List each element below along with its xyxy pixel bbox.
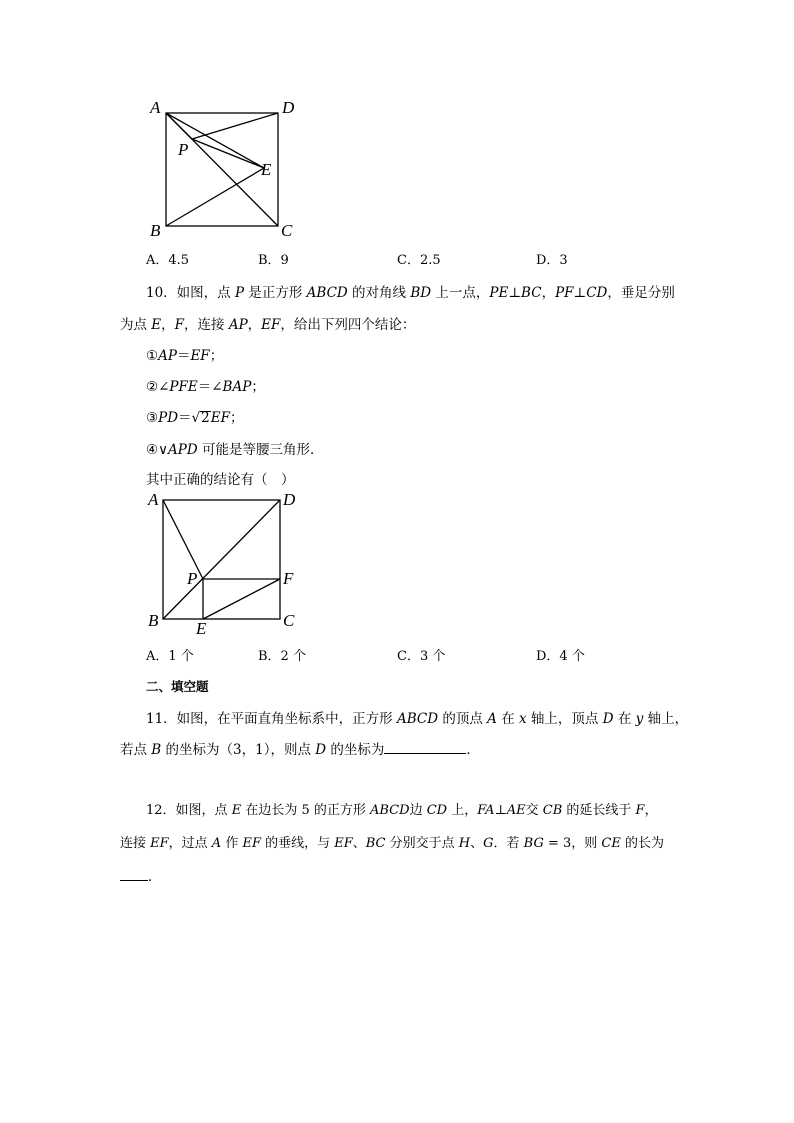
q11-line2: 若点 B 的坐标为（3，1），则点 D 的坐标为 ． bbox=[120, 742, 480, 758]
q10-conclusion-3: ③PD＝√2EF； bbox=[146, 410, 244, 426]
label-f: F bbox=[283, 569, 294, 588]
figure-q10-svg bbox=[140, 488, 310, 636]
q12-answer-blank[interactable] bbox=[120, 868, 148, 881]
label-p: P bbox=[187, 569, 198, 588]
label-e: E bbox=[261, 160, 272, 179]
segment-ef bbox=[203, 579, 280, 619]
label-p: P bbox=[178, 140, 189, 159]
q10-question: 其中正确的结论有（ ） bbox=[146, 472, 295, 488]
q10-option-c: C．3 个 bbox=[397, 649, 446, 664]
label-e: E bbox=[196, 619, 207, 636]
label-d: D bbox=[283, 490, 296, 509]
figure-q9 bbox=[140, 95, 310, 240]
q12-line3: ． bbox=[120, 865, 162, 885]
q9-option-a: A．4.5 bbox=[146, 253, 190, 268]
q10-stem-line2: 为点 E，F，连接 AP，EF，给出下列四个结论： bbox=[120, 317, 416, 333]
q9-option-b: B．9 bbox=[258, 253, 289, 268]
segment-pe bbox=[192, 139, 264, 168]
label-c: C bbox=[281, 221, 293, 240]
q10-option-a: A．1 个 bbox=[146, 649, 194, 664]
diagonal-bd bbox=[163, 500, 280, 619]
figure-q9-svg bbox=[140, 95, 310, 240]
label-a: A bbox=[150, 98, 161, 117]
section-title-fill-in: 二、填空题 bbox=[146, 679, 209, 694]
q10-stem-line1: 10．如图，点 P 是正方形 ABCD 的对角线 BD 上一点，PE⊥BC，PF⊥CD，垂足分别 bbox=[146, 285, 675, 301]
q9-option-d: D．3 bbox=[536, 253, 568, 268]
label-c: C bbox=[283, 611, 295, 630]
q11-line1: 11．如图，在平面直角坐标系中，正方形 ABCD 的顶点 A 在 x 轴上，顶点 D 在 y 轴上， bbox=[146, 711, 689, 727]
q10-option-d: D．4 个 bbox=[536, 649, 585, 664]
q10-conclusion-1: ①AP＝EF； bbox=[146, 348, 224, 364]
label-a: A bbox=[148, 490, 159, 509]
label-b: B bbox=[148, 611, 159, 630]
q12-line1: 12．如图，点 E 在边长为 5 的正方形 ABCD边 CD 上，FA⊥AE交 CB 的延长线于 F， bbox=[146, 803, 658, 818]
label-d: D bbox=[282, 98, 295, 117]
label-b: B bbox=[150, 221, 161, 240]
q11-answer-blank[interactable] bbox=[384, 741, 466, 754]
segment-pd bbox=[192, 113, 278, 139]
figure-q10 bbox=[140, 488, 310, 636]
q10-conclusion-2: ②∠PFE＝∠BAP； bbox=[146, 379, 265, 395]
segment-ap bbox=[163, 500, 203, 579]
q12-line2: 连接 EF，过点 A 作 EF 的垂线，与 EF、BC 分别交于点 H、G．若 BG = 3，则 CE 的长为 bbox=[120, 836, 664, 851]
q10-conclusion-4: ④∨APD 可能是等腰三角形． bbox=[146, 442, 324, 458]
q9-option-c: C．2.5 bbox=[397, 253, 441, 268]
q10-option-b: B．2 个 bbox=[258, 649, 306, 664]
